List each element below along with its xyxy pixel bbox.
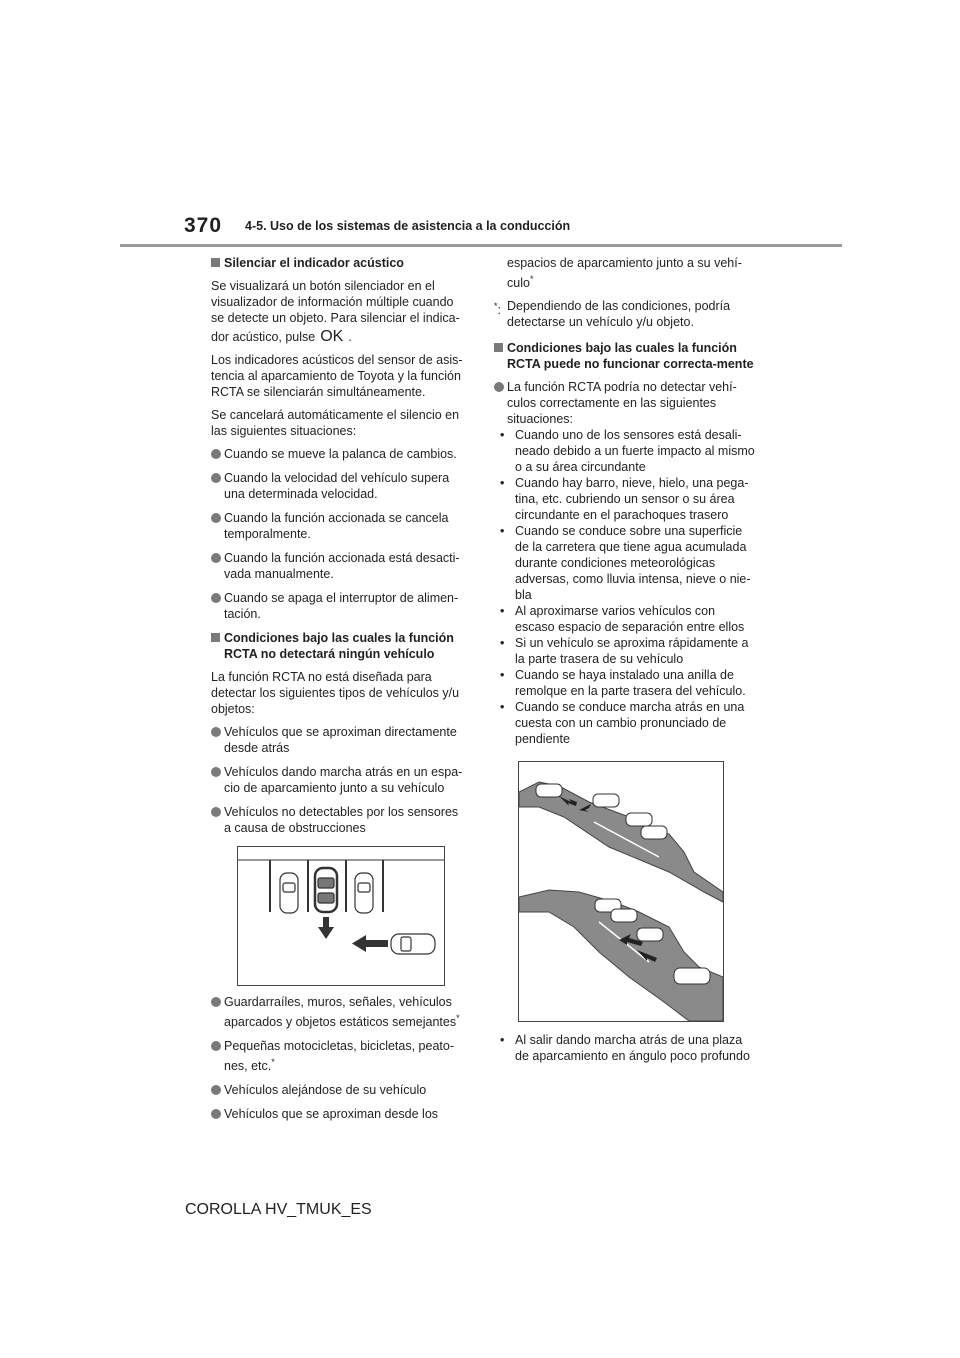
bullet-icon	[211, 593, 221, 603]
footer-model: COROLLA HV_TMUK_ES	[185, 1201, 372, 1218]
car-icon	[536, 784, 562, 797]
list-item: Cuando se apaga el interruptor de alimen-tación.	[211, 590, 467, 622]
paragraph: Se visualizará un botón silenciador en el visualizador de información múltiple cuando se detecte un objeto. Para silenciar el indica-	[211, 279, 460, 325]
paragraph-ok: dor acústico, pulse OK .	[211, 328, 352, 345]
bullet-icon	[211, 1085, 221, 1095]
list-item: Cuando se mueve la palanca de cambios.	[211, 446, 467, 462]
footnote: *: Dependiendo de las condiciones, podría detectarse un vehículo y/u objeto.	[494, 299, 731, 330]
list-item: Vehículos no detectables por los sensores a causa de obstrucciones	[211, 804, 467, 836]
list-item: Cuando la función accionada está desacti-vada manualmente.	[211, 550, 467, 582]
bullet-icon	[211, 807, 221, 817]
sub-item: • Cuando se haya instalado una anilla de remolque en la parte trasera del vehículo.	[500, 668, 746, 699]
list-item: Vehículos dando marcha atrás en un espa-cio de aparcamiento junto a su vehículo	[211, 764, 467, 796]
square-bullet-icon	[211, 633, 220, 642]
square-bullet-icon	[494, 343, 503, 352]
bullet-icon	[211, 997, 221, 1007]
sub-item: • Cuando se conduce marcha atrás en una cuesta con un cambio pronunciado de pendiente	[500, 700, 745, 747]
list-item: Cuando la función accionada se cancela temporalmente.	[211, 510, 467, 542]
section-heading-may-not-work: Condiciones bajo las cuales la función RCTA puede no funcionar correcta-mente	[494, 340, 756, 372]
list-item: Pequeñas motocicletas, bicicletas, peato-nes, etc.*	[211, 1038, 467, 1074]
slope-illustration	[518, 761, 724, 1022]
page-number: 370	[184, 214, 223, 237]
sub-item: • Al salir dando marcha atrás de una plaza de aparcamiento en ángulo poco profundo	[500, 1033, 750, 1064]
bullet-icon	[211, 553, 221, 563]
bullet-icon	[211, 1109, 221, 1119]
left-arrow-icon	[352, 935, 388, 952]
ok-button-icon: OK	[320, 328, 344, 345]
paragraph: Se cancelará automáticamente el silencio en las siguientes situaciones:	[211, 408, 460, 438]
chapter-title: 4-5. Uso de los sistemas de asistencia a la conducción	[245, 219, 571, 233]
list-item: Cuando la velocidad del vehículo supera una determinada velocidad.	[211, 470, 467, 502]
own-car-icon	[315, 868, 337, 912]
list-item: La función RCTA podría no detectar vehí-culos correctamente en las siguientes situaciones:	[494, 379, 756, 427]
car-icon	[626, 813, 652, 826]
car-icon	[593, 794, 619, 807]
paragraph-continued: espacios de aparcamiento junto a su vehí-culo*	[507, 256, 742, 291]
sub-item: • Cuando se conduce sobre una superficie de la carretera que tiene agua acumulada durante condiciones meteorológicas adversas, como lluvia intensa, nieve o nie-bla	[500, 524, 751, 603]
bullet-icon	[211, 513, 221, 523]
list-item: Vehículos que se aproximan directamente desde atrás	[211, 724, 467, 756]
sub-item: • Si un vehículo se aproxima rápidamente a la parte trasera de su vehículo	[500, 636, 749, 667]
paragraph: La función RCTA no está diseñada para detectar los siguientes tipos de vehículos y/u objetos:	[211, 670, 460, 716]
car-icon	[355, 873, 373, 913]
sub-item: • Al aproximarse varios vehículos con escaso espacio de separación entre ellos	[500, 604, 745, 635]
sub-item: • Cuando uno de los sensores está desali-neado debido a un fuerte impacto al mismo o a su área circundante	[500, 428, 755, 475]
bullet-icon	[211, 449, 221, 459]
square-bullet-icon	[211, 258, 220, 267]
list-item: Guardarraíles, muros, señales, vehículos aparcados y objetos estáticos semejantes*	[211, 994, 467, 1030]
upper-road	[519, 782, 723, 902]
sub-item: • Cuando hay barro, nieve, hielo, una pega-tina, etc. cubriendo un sensor o su área circundante en el parachoques trasero	[500, 476, 749, 523]
paragraph: Los indicadores acústicos del sensor de asis-tencia al aparcamiento de Toyota y la función RCTA se silenciarán simultáneamente.	[211, 353, 463, 399]
bullet-icon	[494, 382, 504, 392]
approaching-car-icon	[391, 934, 435, 954]
car-icon	[641, 826, 667, 839]
bullet-icon	[211, 767, 221, 777]
parking-illustration	[237, 846, 445, 986]
section-heading-mute: Silenciar el indicador acústico	[211, 255, 467, 271]
section-heading-not-detect: Condiciones bajo las cuales la función RCTA no detectará ningún vehículo	[211, 630, 467, 662]
bullet-icon	[211, 1041, 221, 1051]
right-column	[494, 255, 756, 1064]
left-column	[211, 255, 467, 1130]
car-icon	[611, 909, 637, 922]
down-arrow-icon	[318, 917, 334, 939]
bullet-icon	[211, 473, 221, 483]
bullet-icon	[211, 727, 221, 737]
header-rule	[120, 244, 842, 247]
car-icon	[637, 928, 663, 941]
list-item: Vehículos que se aproximan desde los	[211, 1106, 467, 1122]
list-item: Vehículos alejándose de su vehículo	[211, 1082, 467, 1098]
car-icon	[280, 873, 298, 913]
car-icon	[674, 968, 710, 984]
